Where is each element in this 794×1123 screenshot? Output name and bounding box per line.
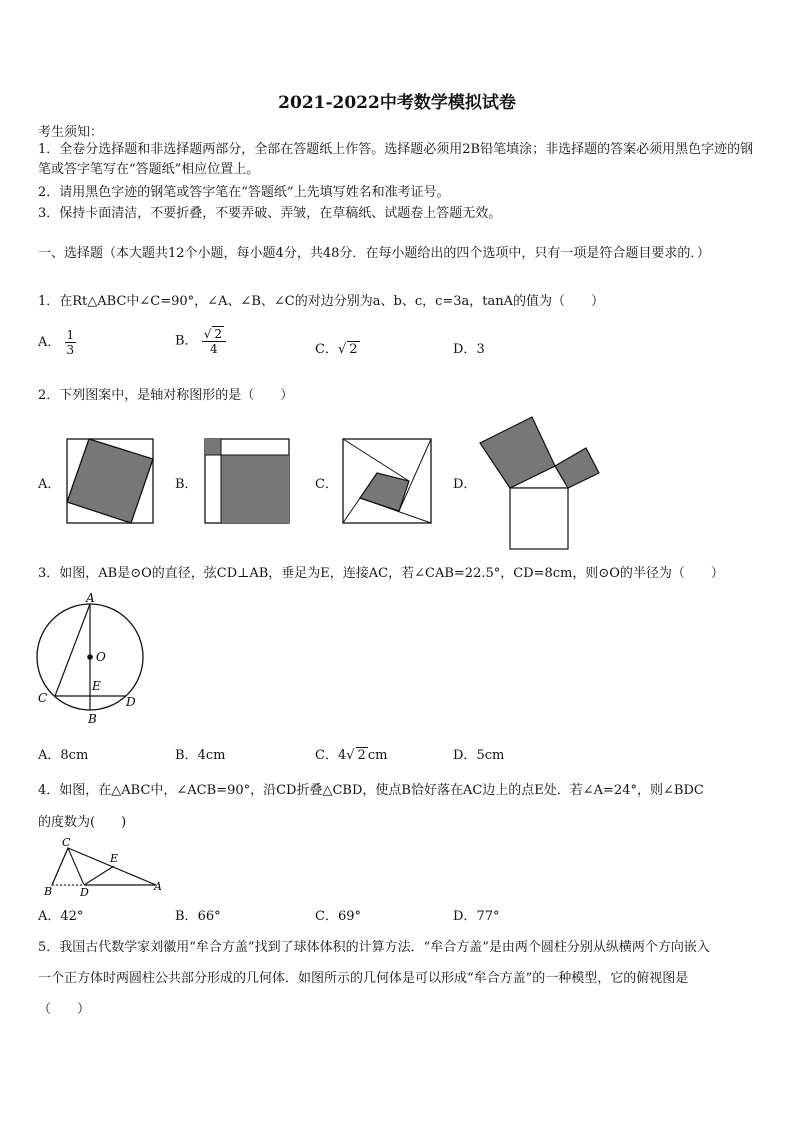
question-2-stem: 2．下列图案中，是轴对称图形的是（ ）: [38, 388, 294, 403]
q4-option-c[interactable]: [315, 905, 361, 924]
question-4-stem-line-2: 的度数为( ): [38, 815, 127, 830]
option-label: C．: [315, 909, 338, 924]
q1-option-b[interactable]: [175, 326, 226, 356]
center-dot: [87, 654, 93, 660]
notice-item-1: 1．全卷分选择题和非选择题两部分，全部在答题纸上作答。选择题必须用2B铅笔填涂；非选择题的答案必须用黑色字迹的钢笔或答字笔写在“答题纸”相应位置上。: [38, 142, 754, 177]
q1-option-b-label: B．: [175, 333, 198, 349]
question-5-stem-line-2: 一个正方体时两圆柱公共部分形成的几何体．如图所示的几何体是可以形成“牟合方盖”的一种模型，它的俯视图是: [38, 971, 689, 986]
small-shaded-square: [205, 439, 221, 455]
q2-figure-d[interactable]: [478, 411, 602, 551]
notice-item-3: 3．保持卡面清洁，不要折叠，不要弄破、弄皱，在草稿纸、试题卷上答题无效。: [38, 206, 502, 221]
option-text: 4cm: [197, 748, 226, 763]
label-o: O: [96, 650, 106, 664]
option-label: D．: [453, 748, 477, 763]
question-1-stem: 1．在Rt△ABC中∠C=90°，∠A、∠B、∠C的对边分别为a、b、c，c=3a，tanA的值为（ ）: [38, 294, 605, 309]
label-b: B: [88, 712, 97, 726]
section-heading: 一、选择题（本大题共12个小题，每小题4分，共48分．在每小题给出的四个选项中，只有一项是符合题目要求的．）: [38, 246, 710, 261]
question-4-stem-line-1: 4．如图，在△ABC中，∠ACB=90°，沿CD折叠△CBD，使点B恰好落在AC边上的点E处．若∠A=24°，则∠BDC: [38, 783, 704, 798]
label-d: D: [80, 886, 89, 899]
fraction-numerator: 1: [66, 328, 75, 342]
option-text: 42°: [60, 909, 84, 924]
notice-heading: 考生须知：: [38, 125, 104, 140]
label-a: A: [86, 591, 95, 605]
q3-option-d[interactable]: [453, 744, 504, 763]
option-text: 66°: [197, 909, 221, 924]
label-d: D: [126, 695, 136, 709]
q2-figure-c[interactable]: [342, 438, 432, 524]
option-label: A．: [38, 909, 61, 924]
q1-option-c-label: C．: [315, 342, 338, 357]
label-b: B: [44, 885, 53, 898]
q1-option-d[interactable]: [453, 338, 485, 357]
segment-ac: [55, 604, 90, 696]
q3-option-b[interactable]: [175, 744, 225, 763]
option-label: B．: [175, 909, 198, 924]
sqrt-radicand: 2: [214, 327, 222, 341]
fraction-denominator: 3: [66, 343, 75, 357]
label-e: E: [110, 852, 119, 865]
large-shaded-square: [221, 455, 289, 523]
option-label: B．: [175, 748, 198, 763]
label-a: A: [154, 880, 162, 893]
q1-option-c[interactable]: [315, 338, 360, 357]
notice-item-2: 2．请用黑色字迹的钢笔或答字笔在“答题纸”上先填写姓名和准考证号。: [38, 185, 450, 200]
option-text: 8cm: [60, 748, 89, 763]
q2-option-d-label[interactable]: D．: [453, 477, 477, 492]
sqrt-sign: √: [346, 748, 355, 763]
question-3-stem: 3．如图，AB是⊙O的直径，弦CD⊥AB，垂足为E，连接AC，若∠CAB=22.5°，CD=8cm，则⊙O的半径为（ ）: [38, 566, 724, 581]
triangle-abc: [52, 848, 156, 885]
q4-option-a[interactable]: [38, 905, 83, 924]
q2-figure-b[interactable]: [204, 438, 290, 524]
label-c: C: [38, 691, 48, 705]
page-title: 2021-2022中考数学模拟试卷: [278, 93, 516, 113]
q3-option-c[interactable]: [315, 744, 387, 763]
q4-option-b[interactable]: [175, 905, 221, 924]
q2-option-c-label[interactable]: C．: [315, 477, 338, 492]
fraction: [65, 328, 77, 357]
fraction-denominator: 4: [210, 342, 218, 356]
fraction-numerator: √ 2: [202, 326, 226, 342]
option-unit: cm: [367, 748, 388, 763]
q2-figure-a[interactable]: [66, 438, 154, 524]
option-label: D．: [453, 909, 477, 924]
question-5-stem-line-3: （ ）: [38, 1002, 91, 1017]
q2-option-a-label[interactable]: A．: [38, 477, 61, 492]
q1-option-d-text: 3: [476, 342, 485, 357]
q4-option-d[interactable]: [453, 905, 499, 924]
option-coef: 4: [337, 748, 347, 763]
label-c: C: [62, 836, 71, 849]
q2-option-b-label[interactable]: B．: [175, 477, 198, 492]
label-e: E: [92, 679, 101, 693]
bottom-square: [510, 488, 568, 549]
sqrt-sign: √: [337, 342, 347, 357]
question-5-stem-line-1: 5．我国古代数学家刘徽用“牟合方盖”找到了球体体积的计算方法．“牟合方盖”是由两个圆柱分别从纵横两个方向嵌入: [38, 940, 710, 955]
q1-option-a-label: A．: [38, 335, 61, 350]
option-label: C．: [315, 748, 338, 763]
sqrt-radicand: 2: [357, 748, 366, 763]
q1-option-d-label: D．: [453, 342, 477, 357]
option-text: 77°: [476, 909, 500, 924]
q3-circle-figure: [34, 590, 146, 726]
segment-de: [84, 866, 114, 885]
option-text: 5cm: [476, 748, 505, 763]
option-text: 69°: [337, 909, 361, 924]
sqrt-radicand: 2: [349, 342, 358, 357]
q4-triangle-figure: [42, 836, 166, 898]
option-label: A．: [38, 748, 61, 763]
q3-option-a[interactable]: [38, 744, 88, 763]
q1-option-a[interactable]: [38, 328, 76, 357]
fraction: [202, 326, 226, 356]
